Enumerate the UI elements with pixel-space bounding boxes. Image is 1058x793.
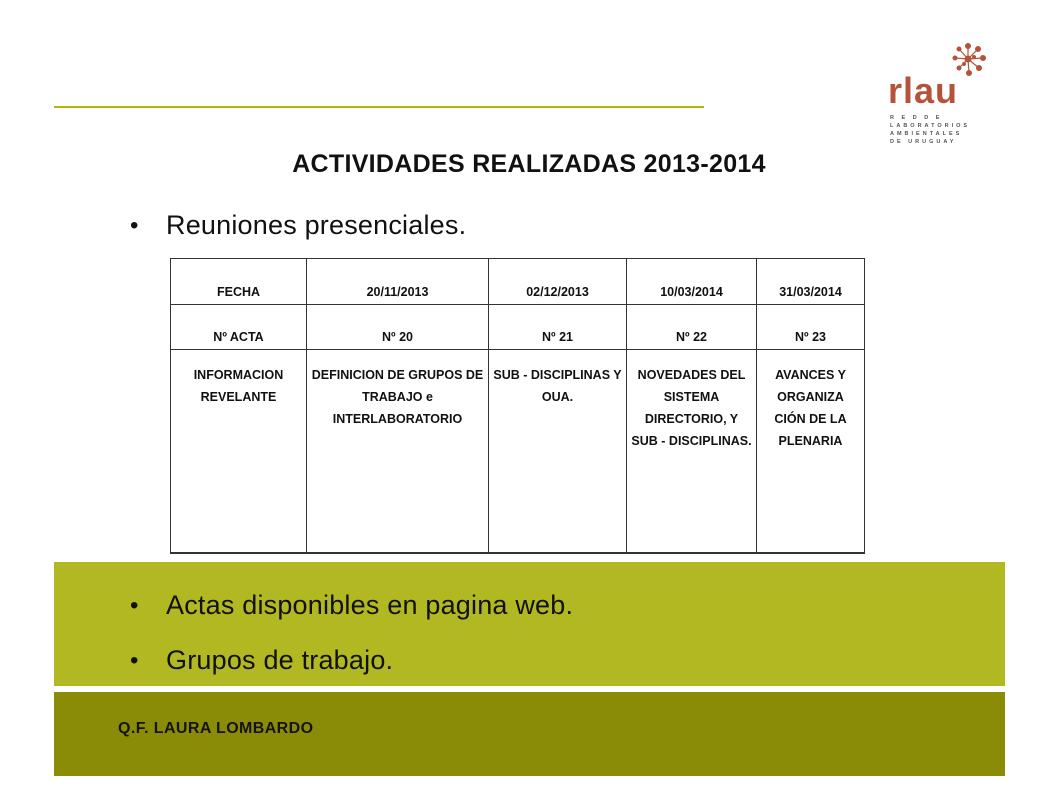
slide-title: ACTIVIDADES REALIZADAS 2013-2014	[292, 150, 766, 178]
actas-table	[170, 258, 865, 554]
table-row	[171, 305, 865, 350]
table-cell: SUB - DISCIPLINAS Y OUA.	[489, 350, 627, 554]
logo-wordmark: rlau	[888, 70, 959, 111]
table-cell: INFORMACION REVELANTE	[171, 350, 307, 554]
logo-subtitle-line: AMBIENTALES	[890, 131, 963, 137]
table-cell: FECHA	[171, 259, 307, 305]
logo-subtitle-line: DE URUGUAY	[890, 139, 957, 145]
logo-subtitle-line: LABORATORIOS	[890, 123, 971, 129]
table-cell: Nº 22	[627, 305, 757, 350]
table-row	[171, 259, 865, 305]
table-cell: Nº 23	[757, 305, 865, 350]
table-cell: 20/11/2013	[307, 259, 489, 305]
bullet-grupos	[130, 645, 393, 676]
bullet-actas-web	[130, 590, 573, 621]
table-cell: 10/03/2014	[627, 259, 757, 305]
bullet-text: Grupos de trabajo.	[166, 645, 394, 675]
bullet-dot-icon: •	[130, 211, 139, 239]
bullet-text: Reuniones presenciales.	[166, 210, 467, 240]
table-cell: 02/12/2013	[489, 259, 627, 305]
footer-author: Q.F. LAURA LOMBARDO	[118, 720, 314, 737]
logo-subtitle-line: R E D D E	[890, 115, 943, 121]
table-cell: NOVEDADES DEL SISTEMA DIRECTORIO, Y SUB - DISCIPLINAS.	[627, 350, 757, 554]
table-row	[171, 350, 865, 554]
table-cell: Nº ACTA	[171, 305, 307, 350]
rlau-logo	[886, 40, 996, 145]
bullet-reuniones	[130, 210, 466, 241]
bullet-text: Actas disponibles en pagina web.	[166, 590, 574, 620]
table-cell: Nº 20	[307, 305, 489, 350]
table-cell: AVANCES Y ORGANIZA CIÓN DE LA PLENARIA	[757, 350, 865, 554]
table-cell: 31/03/2014	[757, 259, 865, 305]
table-cell: Nº 21	[489, 305, 627, 350]
bullet-dot-icon: •	[130, 646, 139, 674]
title-divider-line	[54, 106, 704, 108]
logo-subtitle	[890, 114, 970, 146]
table-cell: DEFINICION DE GRUPOS DE TRABAJO e INTERLABORATORIO	[307, 350, 489, 554]
bullet-dot-icon: •	[130, 591, 139, 619]
